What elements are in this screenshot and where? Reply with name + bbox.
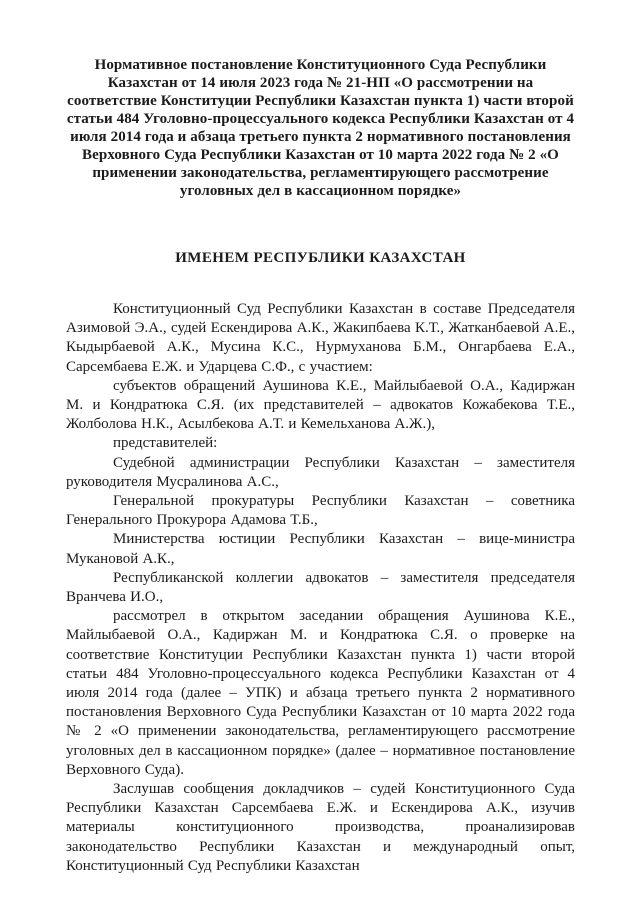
paragraph: представителей: (113, 435, 218, 452)
paragraph: Судебной администрации Республики Казахстан – заместителя руководителя Мусралинова А.С., (66, 454, 575, 490)
document-title: Нормативное постановление Конституционного Суда Республики Казахстан от 14 июля 2023 года № 21-НП «О рассмотрении на соответствие Конституции Республики Казахстан пункта 1) части второй статьи 484 Уголовно-процессуального кодекса Республики Казахстан от 4 июля 2014 года и абзаца третьего пункта 2 нормативного постановления Верховного Суда Республики Казахстан от 10 марта 2022 года № 2 «О применении законодательства, регламентирующего рассмотрение уголовных дел в кассационном порядке» (66, 57, 575, 199)
paragraph: Республиканской коллегии адвокатов – заместителя председателя Вранчева И.О., (66, 569, 575, 606)
paragraph: Генеральной прокуратуры Республики Казахстан – советника Генерального Прокурора Адамова Т.Б., (66, 493, 575, 529)
paragraph: Заслушав сообщения докладчиков – судей Конституционного Суда Республики Казахстан Сарсембаева Е.Ж. и Ескендирова А.К., изучив материалы конституционного производства, проанализировав законодательство Республики Казахстан и международный опыт, Конституционный Суд Республики Казахстан (66, 781, 575, 874)
paragraph: Конституционный Суд Республики Казахстан в составе Председателя Азимовой Э.А., судей Ескендирова А.К., Жакипбаева К.Т., Жатканбаевой А.Е., Кыдырбаевой А.К., Мусина К.С., Нурмуханова Б.М., Онгарбаева Е.А., Сарсембаева Е.Ж. и Ударцева С.Ф., с участием: (66, 301, 575, 375)
paragraph: рассмотрел в открытом заседании обращения Аушинова К.Е., Майлыбаевой О.А., Кадиржан М. и Кондратюка С.Я. о проверке на соответствие Конституции Республики Казахстан пункта 1) части второй статьи 484 Уголовно-процессуального кодекса Республики Казахстан от 4 июля 2014 года (далее – УПК) и абзаца третьего пункта 2 нормативного постановления Верховного Суда Республики Казахстан от 10 марта 2022 года № 2 «О применении законодательства, регламентирующего рассмотрение уголовных дел в кассационном порядке» (далее – нормативное постановление Верховного Суда). (66, 608, 575, 778)
paragraph: Министерства юстиции Республики Казахстан – вице-министра Мукановой А.К., (66, 531, 575, 567)
decree-heading: ИМЕНЕМ РЕСПУБЛИКИ КАЗАХСТАН (175, 250, 466, 266)
paragraph: субъектов обращений Аушинова К.Е., Майлыбаевой О.А., Кадиржан М. и Кондратюка С.Я. (их представителей – адвокатов Кожабекова Т.Е., Жолболова Н.К., Асылбекова А.Т. и Кемельханова А.Ж.), (66, 377, 575, 433)
document-body (66, 300, 575, 876)
